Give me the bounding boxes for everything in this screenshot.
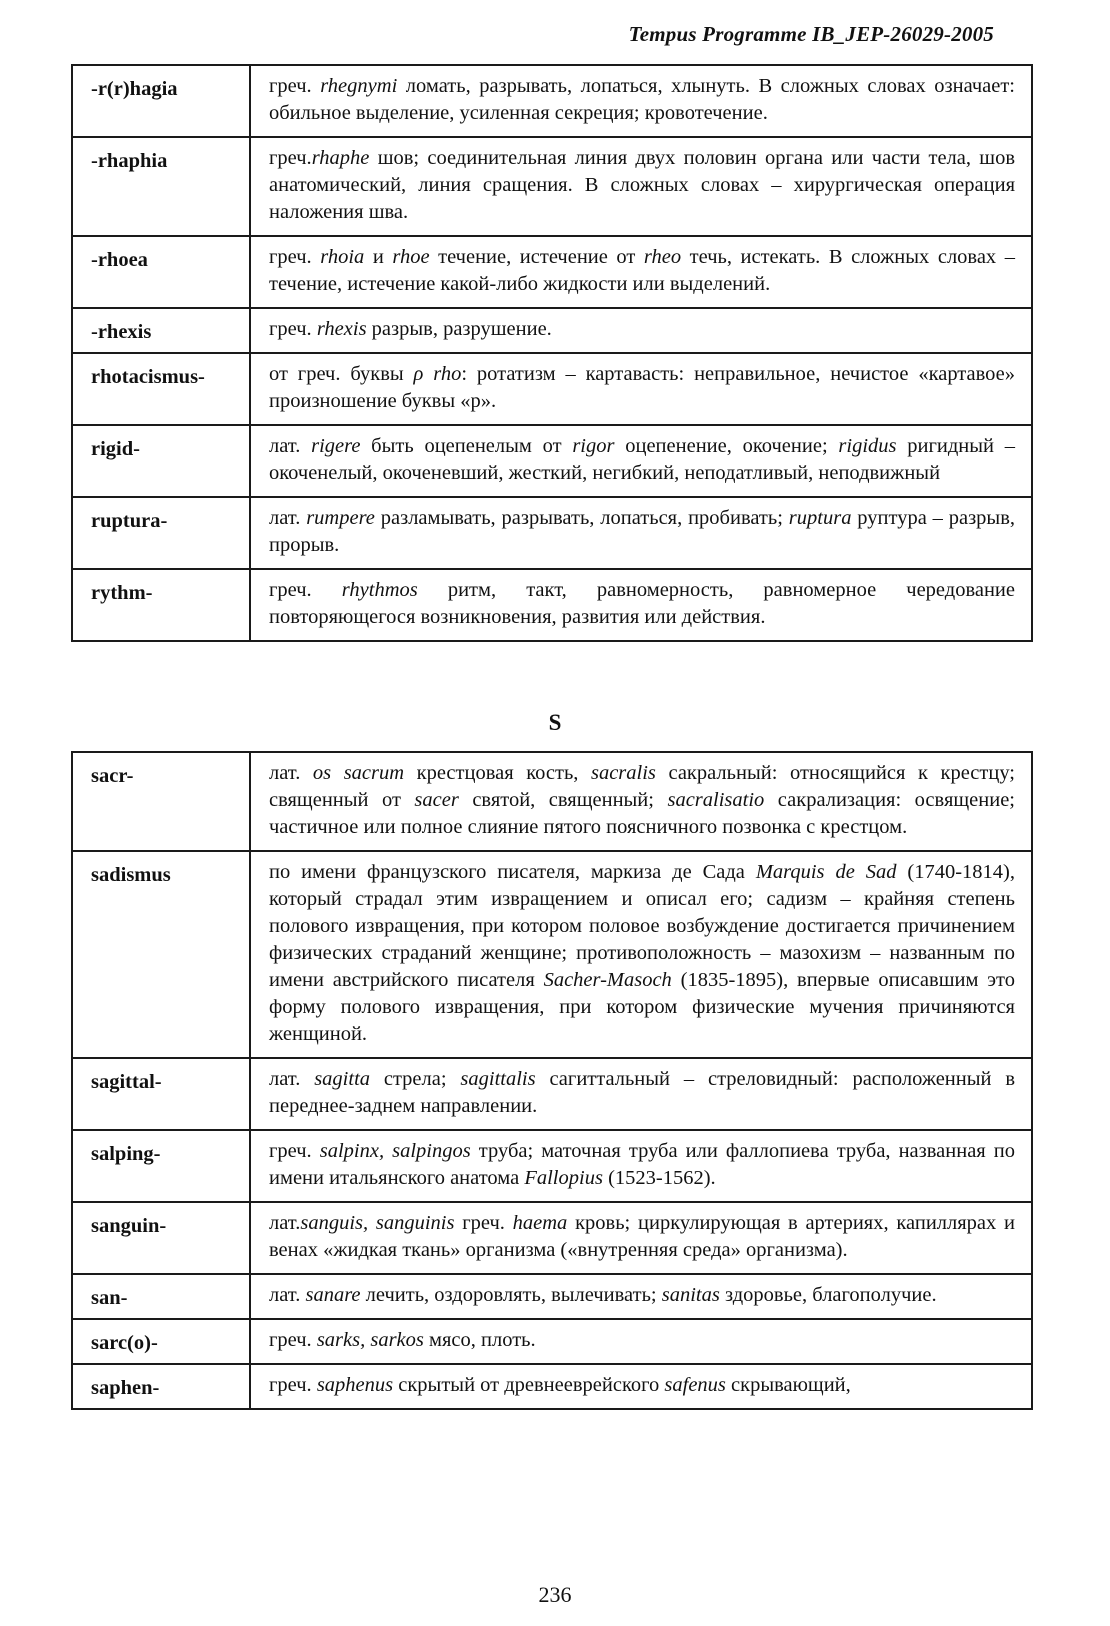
definition-text: (1835-1895), впервые описавшим это форму полового извращения, при котором физические мучения причиняются женщиной. [269,969,1015,1045]
definition-text: кровь; циркулирующая в артериях, капиллярах и венах «жидкая ткань» организма («внутренняя среда» организма). [269,1212,1015,1261]
definition-text: ригидный – окоченелый, окоченевший, жесткий, негибкий, неподатливый, неподвижный [269,435,1015,484]
definition-foreign-term: ruptura [788,507,852,529]
glossary-row [72,1130,1032,1202]
definition-text: от греч. буквы [269,363,414,385]
definition-text: мясо, плоть. [423,1329,536,1351]
definition-text: крестцовая кость, [404,762,591,784]
definition-text: греч. [269,147,312,169]
definition-foreign-term: sacralis [590,762,656,784]
glossary-body-s [72,752,1032,1409]
glossary-term: rhotacismus- [72,353,250,425]
definition-text: греч. [269,75,321,97]
definition-text: скрытый от древнееврейского [393,1374,665,1396]
definition-text: быть оцепенелым от [360,435,573,457]
glossary-definition [250,1319,1032,1364]
glossary-row [72,236,1032,308]
definition-foreign-term: ρ rho [413,363,462,385]
definition-foreign-term: rhoe [392,246,430,268]
definition-foreign-term: rigor [572,435,615,457]
definition-foreign-term: rhoia [320,246,365,268]
definition-text: святой, священный; [458,789,668,811]
glossary-definition [250,752,1032,851]
definition-foreign-term: rumpere [306,507,375,529]
definition-foreign-term: rhegnymi [320,75,398,97]
definition-text: греч. [269,1329,317,1351]
glossary-row [72,752,1032,851]
definition-text: разрыв, разрушение. [366,318,552,340]
glossary-definition [250,1202,1032,1274]
definition-foreign-term: Marquis de Sad [755,861,897,883]
page-number: 236 [538,1582,572,1607]
definition-text: труба; маточная труба или фаллопиева труба, названная по имени итальянского анатома [269,1140,1015,1189]
definition-foreign-term: rigidus [838,435,897,457]
definition-text: греч. [454,1212,513,1234]
glossary-row [72,308,1032,353]
definition-text: здоровье, благополучие. [719,1284,937,1306]
glossary-term: san- [72,1274,250,1319]
glossary-row [72,569,1032,641]
definition-text: течение, истечение от [429,246,644,268]
definition-text: и [364,246,393,268]
glossary-term: sarc(o)- [72,1319,250,1364]
definition-foreign-term: sagittalis [460,1068,536,1090]
definition-foreign-term: salpinx, salpingos [319,1140,471,1162]
definition-text: скрывающий, [725,1374,851,1396]
definition-text: стрела; [370,1068,461,1090]
definition-text: лечить, оздоровлять, вылечивать; [360,1284,662,1306]
definition-foreign-term: sarks, sarkos [316,1329,424,1351]
section-letter-heading: S [548,710,562,735]
definition-foreign-term: sanitas [661,1284,720,1306]
glossary-row [72,65,1032,137]
glossary-row [72,497,1032,569]
definition-text: разламывать, разрывать, лопаться, пробивать; [374,507,789,529]
glossary-definition [250,353,1032,425]
glossary-term: rythm- [72,569,250,641]
glossary-definition [250,1130,1032,1202]
definition-text: (1523-1562). [602,1167,716,1189]
glossary-definition [250,425,1032,497]
definition-text: лат. [269,1212,301,1234]
glossary-row [72,425,1032,497]
glossary-term: sanguin- [72,1202,250,1274]
definition-text: ломать, разрывать, лопаться, хлынуть. В сложных словах означает: обильное выделение, усиленная секреция; кровотечение. [269,75,1016,124]
running-header: Tempus Programme IB_JEP-26029-2005 [628,22,994,46]
definition-text: течь, истекать. В сложных словах – течение, истечение какой-либо жидкости или выделений. [269,246,1015,295]
definition-foreign-term: rhexis [316,318,367,340]
definition-foreign-term: rigere [311,435,361,457]
definition-text: : ротатизм – картавасть: неправильное, нечистое «картавое» произношение буквы «р». [269,363,1015,412]
glossary-term: -rhexis [72,308,250,353]
definition-foreign-term: sanare [305,1284,361,1306]
definition-foreign-term: os sacrum [312,762,405,784]
glossary-row [72,1202,1032,1274]
glossary-term: saphen- [72,1364,250,1409]
glossary-definition [250,1274,1032,1319]
glossary-term: ruptura- [72,497,250,569]
definition-text: лат. [269,507,307,529]
definition-text: сакральный: относящийся к крестцу; священный от [269,762,1016,811]
definition-foreign-term: Sacher-Masoch [543,969,672,991]
glossary-row [72,1364,1032,1409]
glossary-row [72,851,1032,1058]
definition-foreign-term: sanguis, sanguinis [300,1212,455,1234]
definition-foreign-term: Fallopius [524,1167,603,1189]
glossary-definition [250,497,1032,569]
definition-text: лат. [269,1068,315,1090]
definition-foreign-term: sagitta [314,1068,371,1090]
glossary-term: -rhoea [72,236,250,308]
glossary-definition [250,137,1032,236]
glossary-definition [250,236,1032,308]
glossary-term: sadismus [72,851,250,1058]
definition-foreign-term: haema [512,1212,568,1234]
definition-foreign-term: rheo [643,246,682,268]
glossary-row [72,1058,1032,1130]
glossary-definition [250,308,1032,353]
glossary-term: rigid- [72,425,250,497]
definition-text: греч. [269,246,321,268]
definition-foreign-term: saphenus [316,1374,394,1396]
glossary-table-r [71,64,1033,642]
definition-foreign-term: rhaphe [311,147,370,169]
definition-text: сакрализация: освящение; частичное или полное слияние пятого поясничного позвонка с крестцом. [269,789,1015,838]
definition-foreign-term: safenus [664,1374,726,1396]
glossary-row [72,1274,1032,1319]
definition-text: греч. [269,1374,317,1396]
definition-text: оцепенение, окочение; [614,435,839,457]
definition-text: лат. [269,435,312,457]
glossary-row [72,137,1032,236]
glossary-term: sagittal- [72,1058,250,1130]
definition-text: руптура – разрыв, прорыв. [269,507,1016,556]
definition-foreign-term: rhythmos [341,579,418,601]
definition-text: лат. [269,1284,306,1306]
glossary-row [72,1319,1032,1364]
glossary-term: sacr- [72,752,250,851]
definition-text: (1740-1814), который страдал этим извращением и описал его; садизм – крайняя степень полового извращения, при котором половое возбуждение достигается причинением физических страданий женщине; противоположность – мазохизм – названным по имени австрийского писателя [269,861,1015,991]
definition-text: сагиттальный – стреловидный: расположенный в переднее-заднем направлении. [269,1068,1016,1117]
glossary-definition [250,1058,1032,1130]
definition-text: ритм, такт, равномерность, равномерное чередование повторяющегося возникновения, развития или действия. [269,579,1015,628]
glossary-row [72,353,1032,425]
glossary-term: -rhaphia [72,137,250,236]
definition-text: греч. [269,318,317,340]
definition-foreign-term: sacer [414,789,459,811]
glossary-term: -r(r)hagia [72,65,250,137]
glossary-definition [250,851,1032,1058]
definition-text: греч. [269,579,342,601]
glossary-definition [250,569,1032,641]
glossary-body-r [72,65,1032,641]
glossary-definition [250,65,1032,137]
glossary-definition [250,1364,1032,1409]
definition-foreign-term: sacralisatio [667,789,765,811]
glossary-term: salping- [72,1130,250,1202]
glossary-table-s [71,751,1033,1410]
definition-text: шов; соединительная линия двух половин органа или части тела, шов анатомический, линия сращения. В сложных словах – хирургическая операция наложения шва. [269,147,1015,223]
definition-text: лат. [269,762,313,784]
definition-text: греч. [269,1140,320,1162]
definition-text: по имени французского писателя, маркиза де Сада [269,861,756,883]
